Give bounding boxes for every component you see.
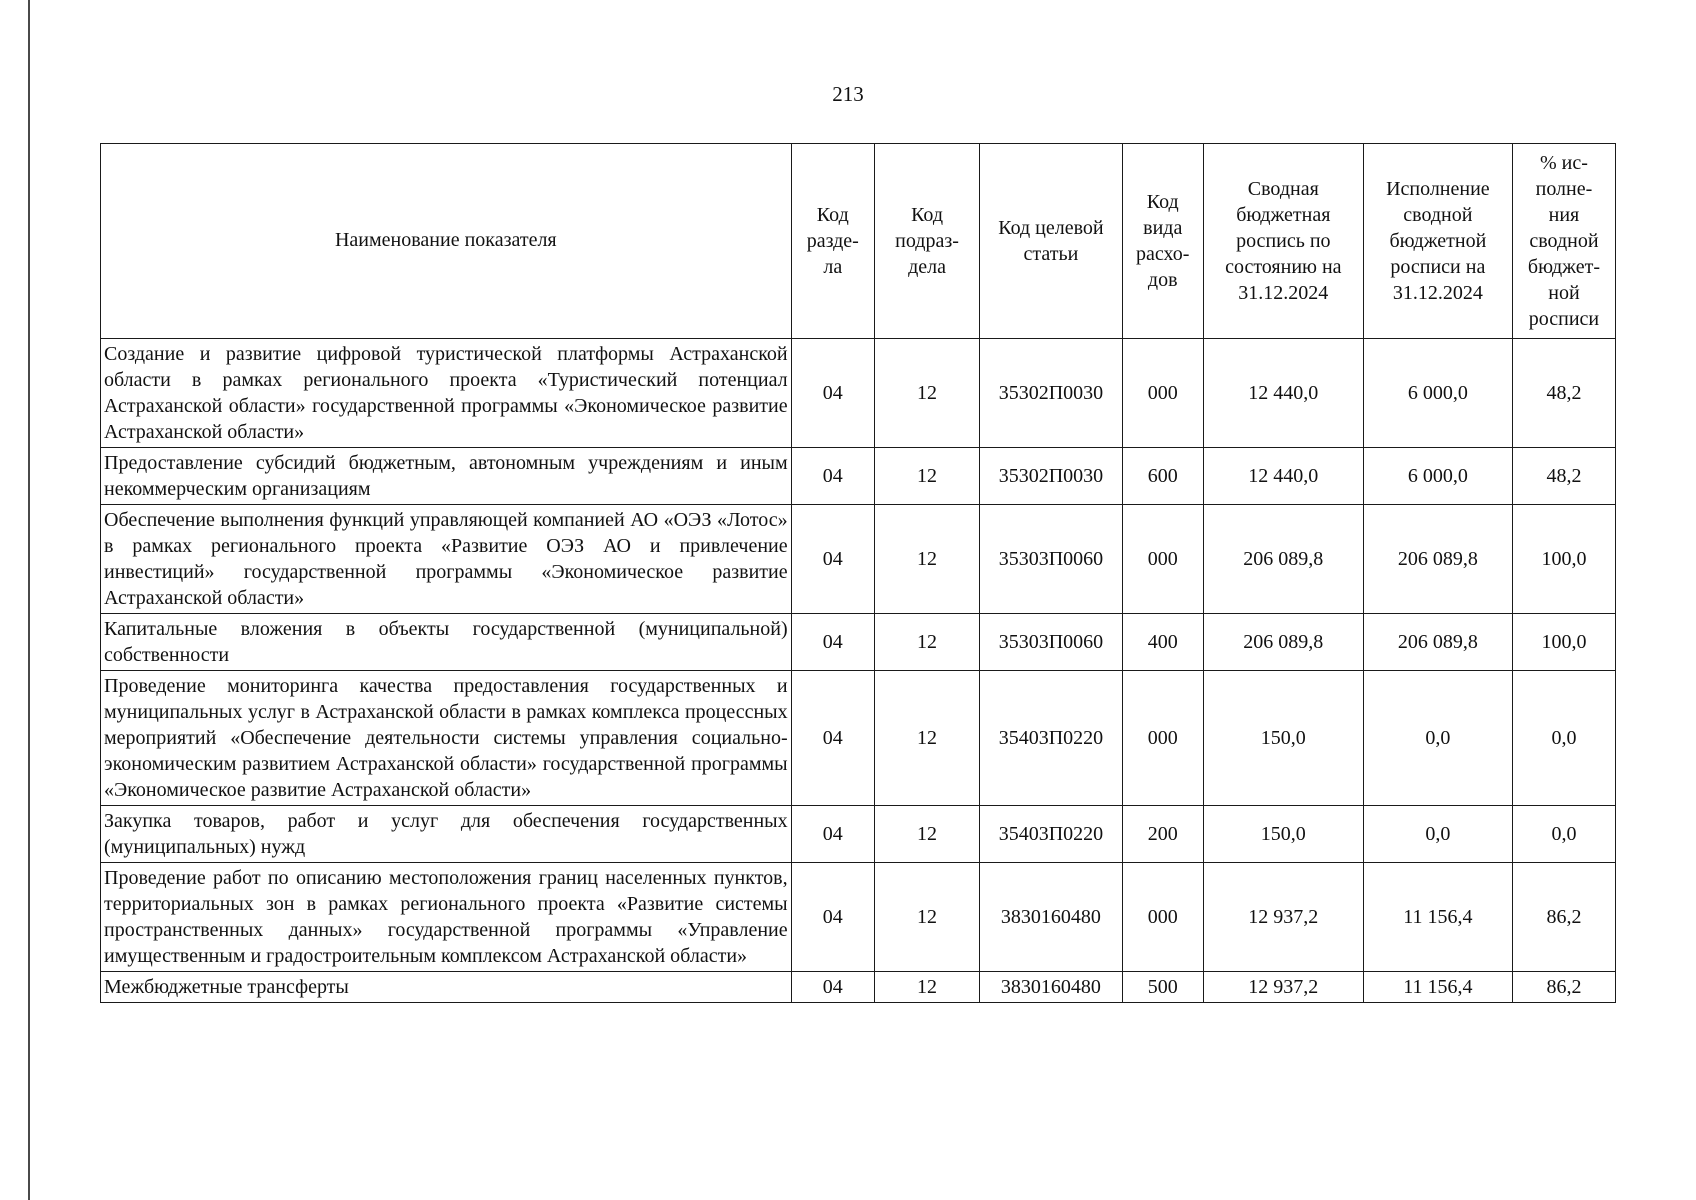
header-section-code: Код разде- ла (791, 144, 874, 339)
table-row (101, 972, 1616, 1003)
row-budget-list: 150,0 (1203, 806, 1363, 863)
row-budget-list: 206 089,8 (1203, 505, 1363, 614)
row-subsection-code: 12 (874, 863, 979, 972)
row-subsection-code: 12 (874, 505, 979, 614)
header-percent: % ис- полне- ния сводной бюджет- ной росписи (1512, 144, 1615, 339)
row-target-article-code: 35303П0060 (980, 614, 1123, 671)
row-name: Проведение работ по описанию местоположения границ населенных пунктов, территориальных зон в рамках регионального проекта «Развитие системы пространственных данных» государственной программы «Управление имущественным и градостроительным комплексом Астраханской области» (101, 863, 792, 972)
row-expense-type-code: 000 (1122, 505, 1203, 614)
row-target-article-code: 3830160480 (980, 972, 1123, 1003)
row-budget-list: 12 440,0 (1203, 448, 1363, 505)
row-subsection-code: 12 (874, 806, 979, 863)
row-subsection-code: 12 (874, 339, 979, 448)
row-section-code: 04 (791, 448, 874, 505)
row-target-article-code: 3830160480 (980, 863, 1123, 972)
table-row (101, 614, 1616, 671)
row-subsection-code: 12 (874, 614, 979, 671)
row-section-code: 04 (791, 806, 874, 863)
row-budget-list: 150,0 (1203, 671, 1363, 806)
header-subsection-code: Код подраз- дела (874, 144, 979, 339)
row-percent: 0,0 (1512, 806, 1615, 863)
row-percent: 48,2 (1512, 448, 1615, 505)
row-expense-type-code: 400 (1122, 614, 1203, 671)
row-name: Межбюджетные трансферты (101, 972, 792, 1003)
row-execution: 206 089,8 (1363, 505, 1512, 614)
row-target-article-code: 35303П0060 (980, 505, 1123, 614)
row-expense-type-code: 000 (1122, 671, 1203, 806)
row-percent: 48,2 (1512, 339, 1615, 448)
row-expense-type-code: 000 (1122, 863, 1203, 972)
header-execution: Исполнение сводной бюджетной росписи на 31.12.2024 (1363, 144, 1512, 339)
row-target-article-code: 35302П0030 (980, 448, 1123, 505)
row-execution: 206 089,8 (1363, 614, 1512, 671)
header-name: Наименование показателя (101, 144, 792, 339)
row-section-code: 04 (791, 671, 874, 806)
row-target-article-code: 35403П0220 (980, 671, 1123, 806)
row-budget-list: 12 937,2 (1203, 863, 1363, 972)
row-execution: 0,0 (1363, 671, 1512, 806)
row-percent: 86,2 (1512, 972, 1615, 1003)
row-name: Закупка товаров, работ и услуг для обеспечения государственных (муниципальных) нужд (101, 806, 792, 863)
row-execution: 6 000,0 (1363, 339, 1512, 448)
table-row (101, 863, 1616, 972)
table-row (101, 505, 1616, 614)
row-target-article-code: 35403П0220 (980, 806, 1123, 863)
header-expense-type-code: Код вида расхо- дов (1122, 144, 1203, 339)
row-name: Создание и развитие цифровой туристической платформы Астраханской области в рамках регионального проекта «Туристический потенциал Астраханской области» государственной программы «Экономическое развитие Астраханской области» (101, 339, 792, 448)
header-target-article-code: Код целевой статьи (980, 144, 1123, 339)
row-subsection-code: 12 (874, 671, 979, 806)
table-row (101, 448, 1616, 505)
row-budget-list: 12 937,2 (1203, 972, 1363, 1003)
table-row (101, 806, 1616, 863)
row-section-code: 04 (791, 614, 874, 671)
row-execution: 11 156,4 (1363, 863, 1512, 972)
row-expense-type-code: 000 (1122, 339, 1203, 448)
row-name: Обеспечение выполнения функций управляющей компанией АО «ОЭЗ «Лотос» в рамках регионального проекта «Развитие ОЭЗ АО и привлечение инвестиций» государственной программы «Экономическое развитие Астраханской области» (101, 505, 792, 614)
row-budget-list: 12 440,0 (1203, 339, 1363, 448)
table-header-row (101, 144, 1616, 339)
row-percent: 100,0 (1512, 614, 1615, 671)
page-number: 213 (832, 82, 864, 106)
row-name: Проведение мониторинга качества предоставления государственных и муниципальных услуг в Астраханской области в рамках комплекса процессных мероприятий «Обеспечение деятельности системы управления социально-экономическим развитием Астраханской области» государственной программы «Экономическое развитие Астраханской области» (101, 671, 792, 806)
table-row (101, 339, 1616, 448)
row-subsection-code: 12 (874, 972, 979, 1003)
row-section-code: 04 (791, 505, 874, 614)
row-section-code: 04 (791, 339, 874, 448)
row-subsection-code: 12 (874, 448, 979, 505)
row-percent: 86,2 (1512, 863, 1615, 972)
header-budget-list: Сводная бюджетная роспись по состоянию на 31.12.2024 (1203, 144, 1363, 339)
row-section-code: 04 (791, 972, 874, 1003)
row-budget-list: 206 089,8 (1203, 614, 1363, 671)
row-percent: 100,0 (1512, 505, 1615, 614)
row-execution: 6 000,0 (1363, 448, 1512, 505)
row-expense-type-code: 200 (1122, 806, 1203, 863)
row-percent: 0,0 (1512, 671, 1615, 806)
row-target-article-code: 35302П0030 (980, 339, 1123, 448)
page-binding-edge (28, 0, 30, 1200)
table-row (101, 671, 1616, 806)
row-execution: 0,0 (1363, 806, 1512, 863)
row-section-code: 04 (791, 863, 874, 972)
row-name: Капитальные вложения в объекты государственной (муниципальной) собственности (101, 614, 792, 671)
row-expense-type-code: 500 (1122, 972, 1203, 1003)
table-body (101, 339, 1616, 1003)
row-expense-type-code: 600 (1122, 448, 1203, 505)
budget-execution-table (100, 143, 1616, 1003)
row-execution: 11 156,4 (1363, 972, 1512, 1003)
row-name: Предоставление субсидий бюджетным, автономным учреждениям и иным некоммерческим организациям (101, 448, 792, 505)
